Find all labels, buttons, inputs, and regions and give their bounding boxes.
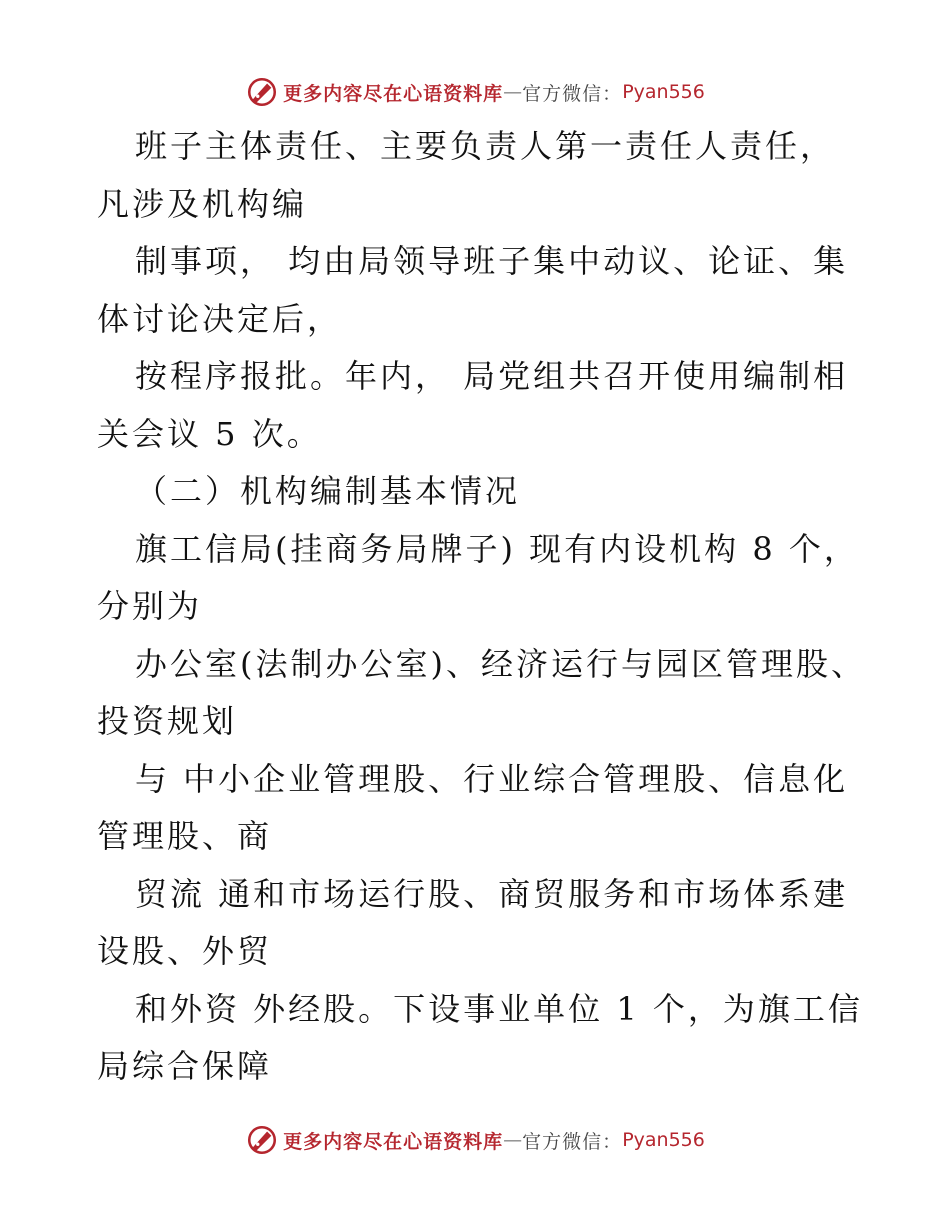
- header-banner-dash: —: [503, 81, 523, 103]
- body-line: 局综合保障: [97, 1047, 273, 1085]
- pen-nib-logo-icon: [245, 75, 279, 109]
- body-line: 和外资 外经股。下设事业单位 1 个，为旗工信: [135, 989, 863, 1028]
- body-line: 与 中小企业管理股、行业综合管理股、信息化: [135, 759, 849, 798]
- body-line: 投资规划: [97, 702, 238, 740]
- pen-nib-logo-icon: [245, 1123, 279, 1157]
- footer-banner-dash: —: [503, 1129, 523, 1151]
- body-line: 制事项， 均由局领导班子集中动议、论证、集: [135, 242, 849, 280]
- footer-banner: [0, 1120, 950, 1160]
- body-line: 管理股、商: [97, 817, 273, 855]
- section-heading: （二）机构编制基本情况: [135, 472, 521, 510]
- header-banner-wechat: Pyan556: [622, 81, 705, 103]
- header-banner: [0, 72, 950, 112]
- footer-banner-wechat: Pyan556: [622, 1129, 705, 1151]
- header-banner-text: 更多内容尽在心语资料库: [283, 82, 504, 105]
- footer-banner-official: 官方微信：: [522, 1130, 623, 1153]
- body-line: 旗工信局(挂商务局牌子) 现有内设机构 8 个，: [135, 529, 859, 568]
- body-line: 班子主体责任、主要负责人第一责任人责任，: [135, 127, 836, 165]
- body-line: 体讨论决定后，: [97, 299, 343, 338]
- footer-banner-text: 更多内容尽在心语资料库: [283, 1130, 504, 1153]
- body-line: 关会议 5 次。: [97, 414, 322, 453]
- body-line: 凡涉及机构编: [97, 184, 308, 223]
- document-body: [97, 118, 866, 1096]
- header-banner-official: 官方微信：: [522, 82, 623, 105]
- body-line: 贸流 通和市场运行股、商贸服务和市场体系建: [135, 874, 849, 913]
- body-line: 设股、外贸: [97, 932, 273, 970]
- body-line: 分别为: [97, 587, 203, 625]
- body-line: 办公室(法制办公室)、经济运行与园区管理股、: [135, 644, 866, 683]
- body-line: 按程序报批。年内， 局党组共召开使用编制相: [135, 357, 849, 395]
